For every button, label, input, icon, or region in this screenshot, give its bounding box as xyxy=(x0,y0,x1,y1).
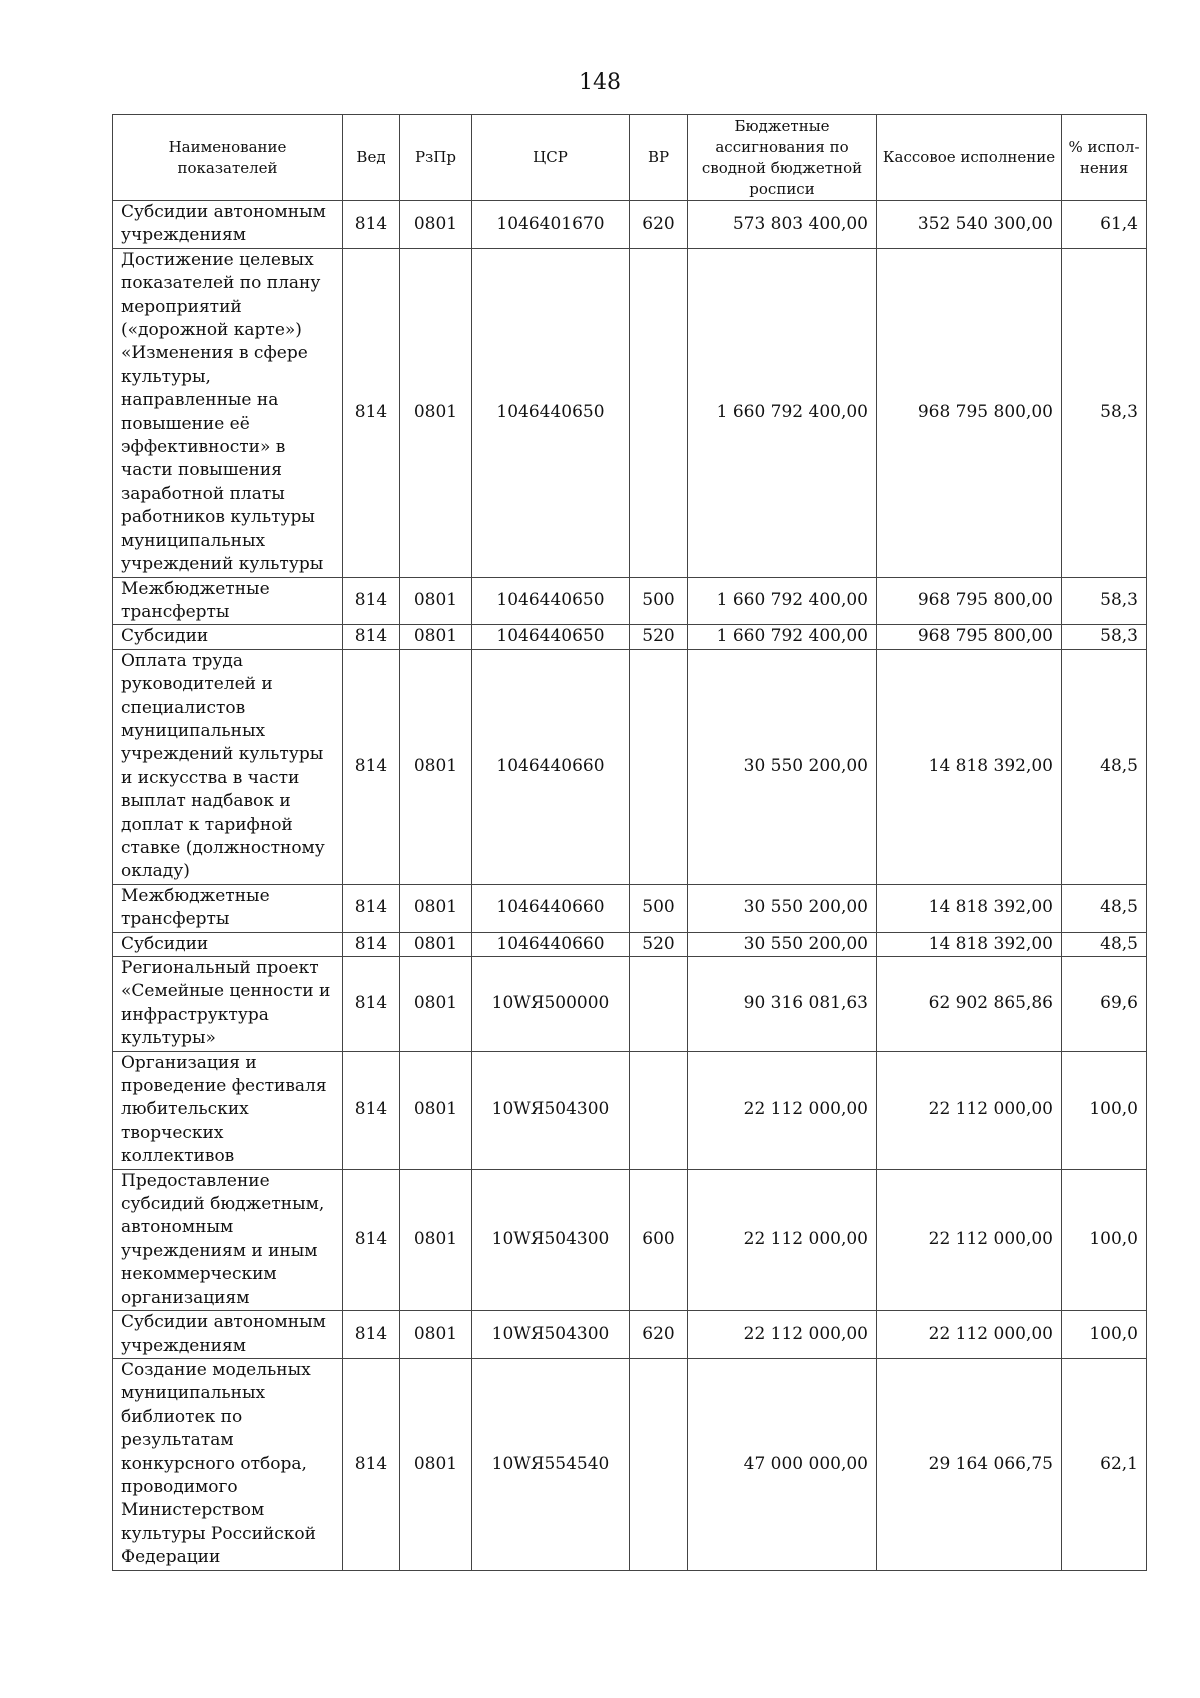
cell-rzpr: 0801 xyxy=(400,1311,472,1359)
table-row xyxy=(113,1358,1147,1570)
header-csr: ЦСР xyxy=(472,115,630,201)
cell-execution: 968 795 800,00 xyxy=(877,625,1062,649)
cell-csr: 1046440660 xyxy=(472,649,630,884)
cell-rzpr: 0801 xyxy=(400,625,472,649)
cell-assignments: 30 550 200,00 xyxy=(688,932,877,956)
cell-rzpr: 0801 xyxy=(400,932,472,956)
cell-csr: 1046401670 xyxy=(472,201,630,249)
cell-rzpr: 0801 xyxy=(400,649,472,884)
cell-csr: 1046440660 xyxy=(472,932,630,956)
cell-name: Межбюджетные трансферты xyxy=(113,884,343,932)
cell-execution: 968 795 800,00 xyxy=(877,248,1062,577)
table-row xyxy=(113,201,1147,249)
cell-name: Организация и проведение фестиваля любительских творческих коллективов xyxy=(113,1051,343,1169)
page-number: 148 xyxy=(579,70,621,95)
cell-assignments: 1 660 792 400,00 xyxy=(688,577,877,625)
cell-vr: 500 xyxy=(630,577,688,625)
cell-name: Достижение целевых показателей по плану мероприятий («дорожной карте») «Изменения в сфере культуры, направленные на повышение её эффективности» в части повышения заработной платы работников культуры муниципальных учреждений культуры xyxy=(113,248,343,577)
cell-rzpr: 0801 xyxy=(400,1051,472,1169)
cell-csr: 10WЯ554540 xyxy=(472,1358,630,1570)
cell-execution: 22 112 000,00 xyxy=(877,1311,1062,1359)
cell-rzpr: 0801 xyxy=(400,201,472,249)
cell-execution: 968 795 800,00 xyxy=(877,577,1062,625)
cell-ved: 814 xyxy=(343,884,400,932)
cell-name: Создание модельных муниципальных библиотек по результатам конкурсного отбора, проводимого Министерством культуры Российской Федерации xyxy=(113,1358,343,1570)
cell-name: Субсидии автономным учреждениям xyxy=(113,201,343,249)
cell-execution: 14 818 392,00 xyxy=(877,884,1062,932)
cell-ved: 814 xyxy=(343,649,400,884)
cell-csr: 10WЯ504300 xyxy=(472,1169,630,1310)
cell-percent: 48,5 xyxy=(1062,649,1147,884)
cell-csr: 10WЯ504300 xyxy=(472,1051,630,1169)
cell-execution: 14 818 392,00 xyxy=(877,932,1062,956)
cell-vr: 620 xyxy=(630,1311,688,1359)
cell-rzpr: 0801 xyxy=(400,577,472,625)
cell-assignments: 22 112 000,00 xyxy=(688,1169,877,1310)
cell-assignments: 1 660 792 400,00 xyxy=(688,248,877,577)
cell-vr xyxy=(630,649,688,884)
cell-vr: 520 xyxy=(630,932,688,956)
cell-assignments: 22 112 000,00 xyxy=(688,1051,877,1169)
cell-csr: 10WЯ500000 xyxy=(472,957,630,1052)
cell-execution: 22 112 000,00 xyxy=(877,1051,1062,1169)
cell-ved: 814 xyxy=(343,1051,400,1169)
cell-vr: 520 xyxy=(630,625,688,649)
cell-ved: 814 xyxy=(343,201,400,249)
header-execution: Кассовое исполнение xyxy=(877,115,1062,201)
cell-ved: 814 xyxy=(343,1358,400,1570)
cell-vr xyxy=(630,957,688,1052)
cell-percent: 58,3 xyxy=(1062,248,1147,577)
cell-assignments: 1 660 792 400,00 xyxy=(688,625,877,649)
cell-ved: 814 xyxy=(343,932,400,956)
cell-execution: 22 112 000,00 xyxy=(877,1169,1062,1310)
cell-percent: 100,0 xyxy=(1062,1311,1147,1359)
header-assignments: Бюджетные ассигнования по сводной бюджетной росписи xyxy=(688,115,877,201)
cell-execution: 29 164 066,75 xyxy=(877,1358,1062,1570)
table-row xyxy=(113,649,1147,884)
cell-name: Субсидии xyxy=(113,932,343,956)
cell-csr: 10WЯ504300 xyxy=(472,1311,630,1359)
cell-rzpr: 0801 xyxy=(400,248,472,577)
cell-name: Межбюджетные трансферты xyxy=(113,577,343,625)
cell-rzpr: 0801 xyxy=(400,1358,472,1570)
table-row xyxy=(113,957,1147,1052)
table-row xyxy=(113,932,1147,956)
cell-vr xyxy=(630,248,688,577)
header-percent: % испол-нения xyxy=(1062,115,1147,201)
table-row xyxy=(113,1169,1147,1310)
table-row xyxy=(113,625,1147,649)
cell-vr xyxy=(630,1051,688,1169)
cell-csr: 1046440650 xyxy=(472,577,630,625)
cell-execution: 14 818 392,00 xyxy=(877,649,1062,884)
cell-ved: 814 xyxy=(343,1311,400,1359)
cell-percent: 100,0 xyxy=(1062,1169,1147,1310)
cell-ved: 814 xyxy=(343,625,400,649)
cell-execution: 352 540 300,00 xyxy=(877,201,1062,249)
cell-percent: 100,0 xyxy=(1062,1051,1147,1169)
cell-percent: 69,6 xyxy=(1062,957,1147,1052)
cell-rzpr: 0801 xyxy=(400,884,472,932)
cell-name: Субсидии xyxy=(113,625,343,649)
cell-rzpr: 0801 xyxy=(400,957,472,1052)
cell-ved: 814 xyxy=(343,577,400,625)
table-row xyxy=(113,577,1147,625)
table-row xyxy=(113,248,1147,577)
cell-ved: 814 xyxy=(343,957,400,1052)
cell-percent: 48,5 xyxy=(1062,932,1147,956)
cell-execution: 62 902 865,86 xyxy=(877,957,1062,1052)
cell-vr xyxy=(630,1358,688,1570)
budget-table xyxy=(112,114,1147,1571)
cell-name: Субсидии автономным учреждениям xyxy=(113,1311,343,1359)
cell-assignments: 30 550 200,00 xyxy=(688,649,877,884)
cell-name: Оплата труда руководителей и специалистов муниципальных учреждений культуры и искусства в части выплат надбавок и доплат к тарифной ставке (должностному окладу) xyxy=(113,649,343,884)
cell-rzpr: 0801 xyxy=(400,1169,472,1310)
cell-percent: 48,5 xyxy=(1062,884,1147,932)
header-rzpr: РзПр xyxy=(400,115,472,201)
cell-csr: 1046440650 xyxy=(472,625,630,649)
cell-name: Региональный проект «Семейные ценности и инфраструктура культуры» xyxy=(113,957,343,1052)
header-ved: Вед xyxy=(343,115,400,201)
cell-assignments: 30 550 200,00 xyxy=(688,884,877,932)
table-row xyxy=(113,1051,1147,1169)
cell-percent: 58,3 xyxy=(1062,625,1147,649)
cell-csr: 1046440650 xyxy=(472,248,630,577)
cell-name: Предоставление субсидий бюджетным, автономным учреждениям и иным некоммерческим организациям xyxy=(113,1169,343,1310)
cell-percent: 62,1 xyxy=(1062,1358,1147,1570)
table-row xyxy=(113,884,1147,932)
cell-assignments: 573 803 400,00 xyxy=(688,201,877,249)
cell-percent: 61,4 xyxy=(1062,201,1147,249)
cell-vr: 620 xyxy=(630,201,688,249)
table-header xyxy=(113,115,1147,201)
table-body xyxy=(113,201,1147,1571)
cell-ved: 814 xyxy=(343,248,400,577)
cell-assignments: 22 112 000,00 xyxy=(688,1311,877,1359)
cell-assignments: 90 316 081,63 xyxy=(688,957,877,1052)
cell-assignments: 47 000 000,00 xyxy=(688,1358,877,1570)
cell-vr: 600 xyxy=(630,1169,688,1310)
header-vr: ВР xyxy=(630,115,688,201)
cell-csr: 1046440660 xyxy=(472,884,630,932)
cell-ved: 814 xyxy=(343,1169,400,1310)
cell-vr: 500 xyxy=(630,884,688,932)
table-row xyxy=(113,1311,1147,1359)
header-name: Наименование показателей xyxy=(113,115,343,201)
cell-percent: 58,3 xyxy=(1062,577,1147,625)
